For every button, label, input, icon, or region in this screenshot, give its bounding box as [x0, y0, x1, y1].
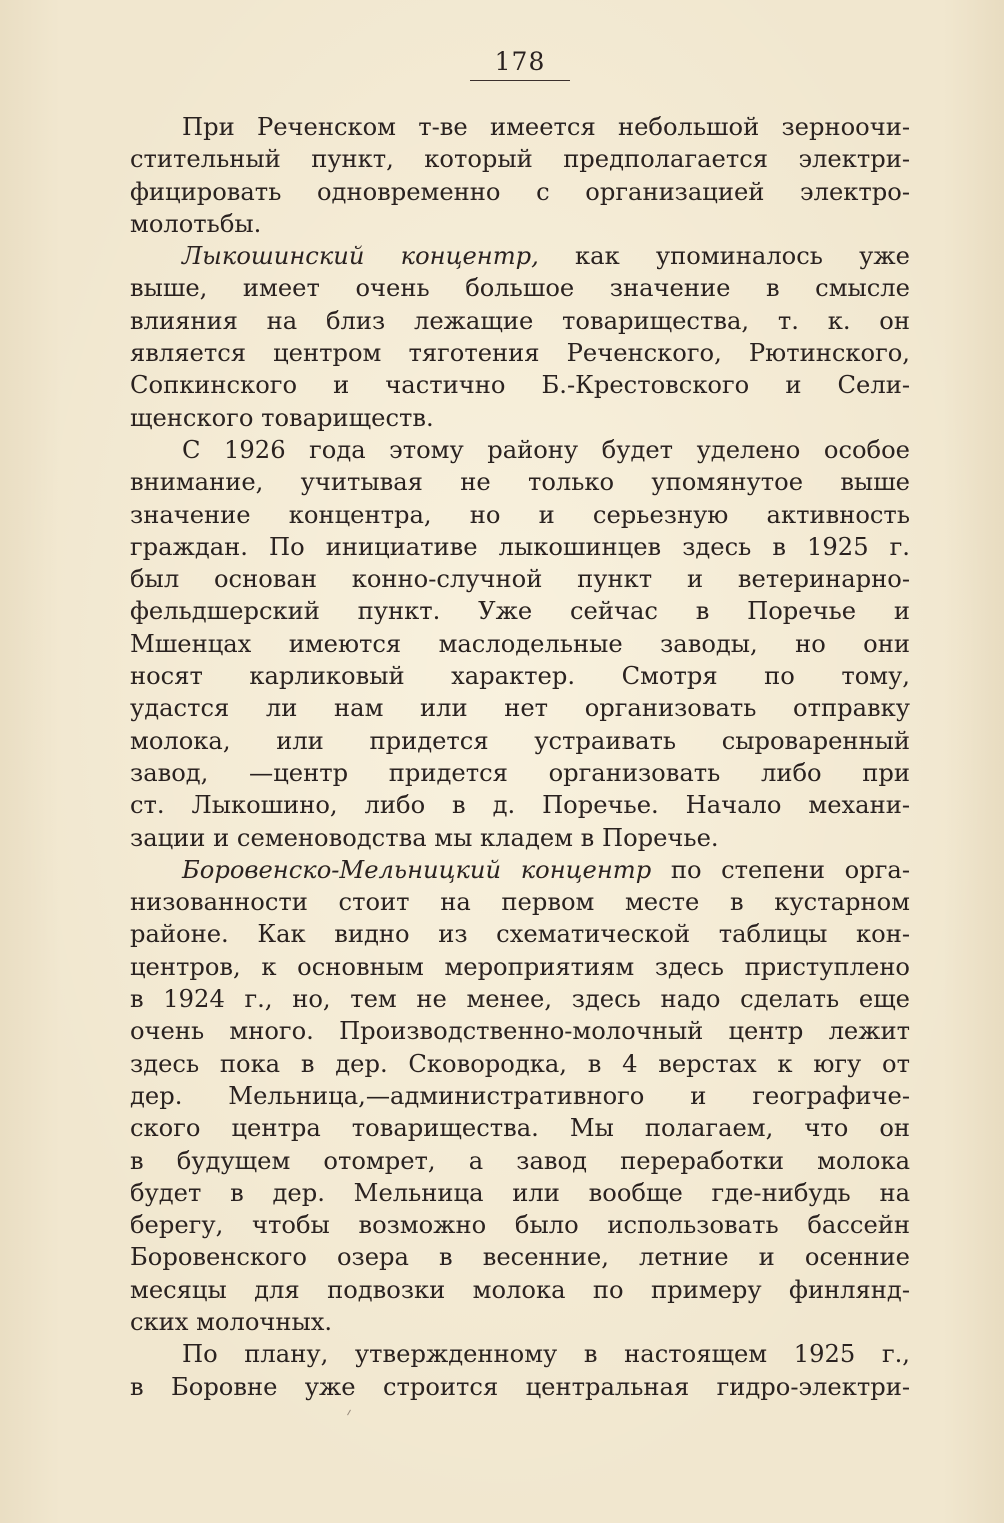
text-line	[130, 1177, 910, 1209]
text-segment: ст. Лыкошино, либо в д. Поречье. Начало механи-	[130, 791, 910, 820]
italic-heading: Лыкошинский концентр,	[182, 242, 539, 271]
text-segment: является центром тяготения Реченского, Рютинского,	[130, 339, 910, 368]
text-segment: Сопкинского и частично Б.-Крестовского и Сели-	[130, 371, 910, 400]
text-line	[130, 272, 910, 304]
text-line	[130, 240, 910, 272]
text-segment: влияния на близ лежащие товарищества, т. к. он	[130, 306, 910, 335]
text-segment: граждан. По инициативе лыкошинцев здесь в 1925 г.	[130, 532, 910, 561]
text-segment: фельдшерский пункт. Уже сейчас в Поречье и	[130, 597, 910, 626]
text-line	[130, 305, 910, 337]
text-line	[130, 1209, 910, 1241]
text-segment: Боровенского озера в весенние, летние и осенние	[130, 1243, 910, 1272]
text-line	[130, 886, 910, 918]
text-segment: завод, —центр придется организовать либо при	[130, 758, 910, 787]
text-segment: С 1926 года этому району будет уделено особое	[182, 435, 910, 464]
text-segment: выше, имеет очень большое значение в смысле	[130, 274, 910, 303]
text-segment: удастся ли нам или нет организовать отправку	[130, 694, 910, 723]
text-segment: стительный пункт, который предполагается электри-	[130, 145, 910, 174]
text-segment: фицировать одновременно с организацией электро-	[130, 177, 910, 206]
text-segment: был основан конно-случной пункт и ветеринарно-	[130, 565, 910, 594]
page-number: 178	[470, 44, 570, 81]
text-segment: внимание, учитывая не только упомянутое выше	[130, 468, 910, 497]
text-line	[130, 757, 910, 789]
text-line	[130, 1015, 910, 1047]
text-line	[130, 1145, 910, 1177]
text-line	[130, 1241, 910, 1273]
text-line	[130, 789, 910, 821]
text-line	[130, 1048, 910, 1080]
italic-heading: Боровенско-Мельницкий концентр	[182, 855, 652, 884]
text-line	[130, 1274, 910, 1306]
text-segment: будет в дер. Мельница или вообще где-нибудь на	[130, 1178, 910, 1207]
text-segment: Мшенцах имеются маслодельные заводы, но они	[130, 629, 910, 658]
text-segment: При Реченском т-ве имеется небольшой зерноочи-	[182, 113, 910, 141]
text-segment: молотьбы.	[130, 209, 262, 238]
text-segment: дер. Мельница,—административного и географиче-	[130, 1081, 910, 1110]
text-segment: в Боровне уже строится центральная гидро-электри-	[130, 1372, 910, 1401]
text-segment: в 1924 г., но, тем не менее, здесь надо сделать еще	[130, 985, 910, 1014]
text-line	[130, 369, 910, 401]
text-segment: берегу, чтобы возможно было использовать бассейн	[130, 1211, 910, 1240]
text-line	[130, 563, 910, 595]
text-line	[130, 692, 910, 724]
text-line	[130, 466, 910, 498]
text-line	[130, 176, 910, 208]
text-segment: значение концентра, но и серьезную активность	[130, 500, 910, 529]
text-segment: зации и семеноводства мы кладем в Поречье.	[130, 823, 719, 852]
text-segment: носят карликовый характер. Смотря по тому,	[130, 662, 910, 691]
text-line	[130, 402, 910, 434]
text-line	[130, 1338, 910, 1370]
text-line	[130, 434, 910, 466]
text-line	[130, 660, 910, 692]
text-line	[130, 628, 910, 660]
text-line	[130, 983, 910, 1015]
text-segment: в будущем отомрет, а завод переработки молока	[130, 1146, 910, 1175]
text-line	[130, 822, 910, 854]
text-segment: здесь пока в дер. Сковородка, в 4 верстах к югу от	[130, 1049, 910, 1078]
text-line	[130, 111, 910, 143]
text-segment: очень много. Производственно-молочный центр лежит	[130, 1017, 910, 1046]
body-text	[130, 111, 910, 1403]
text-line	[130, 499, 910, 531]
text-line	[130, 918, 910, 950]
text-segment: молока, или придется устраивать сыроваренный	[130, 726, 910, 755]
text-line	[130, 531, 910, 563]
text-line	[130, 1080, 910, 1112]
text-segment: по степени орга-	[651, 855, 910, 884]
text-line	[130, 725, 910, 757]
text-line	[130, 337, 910, 369]
text-segment: По плану, утвержденному в настоящем 1925 г.,	[182, 1340, 910, 1369]
text-line	[130, 854, 910, 886]
text-line	[130, 595, 910, 627]
text-line	[130, 1306, 910, 1338]
text-line	[130, 143, 910, 175]
text-segment: низованности стоит на первом месте в кустарном	[130, 888, 910, 917]
text-segment: ских молочных.	[130, 1307, 333, 1336]
text-line	[130, 1371, 910, 1403]
text-segment: щенского товариществ.	[130, 403, 434, 432]
text-segment: районе. Как видно из схематической таблицы кон-	[130, 920, 910, 949]
text-line	[130, 1112, 910, 1144]
text-line	[130, 208, 910, 240]
stray-mark	[347, 1410, 351, 1416]
text-line	[130, 951, 910, 983]
text-segment: центров, к основным мероприятиям здесь приступлено	[130, 952, 910, 981]
text-segment: месяцы для подвозки молока по примеру финлянд-	[130, 1275, 910, 1304]
text-segment: ского центра товарищества. Мы полагаем, что он	[130, 1114, 910, 1143]
text-segment: как упоминалось уже	[538, 242, 910, 271]
